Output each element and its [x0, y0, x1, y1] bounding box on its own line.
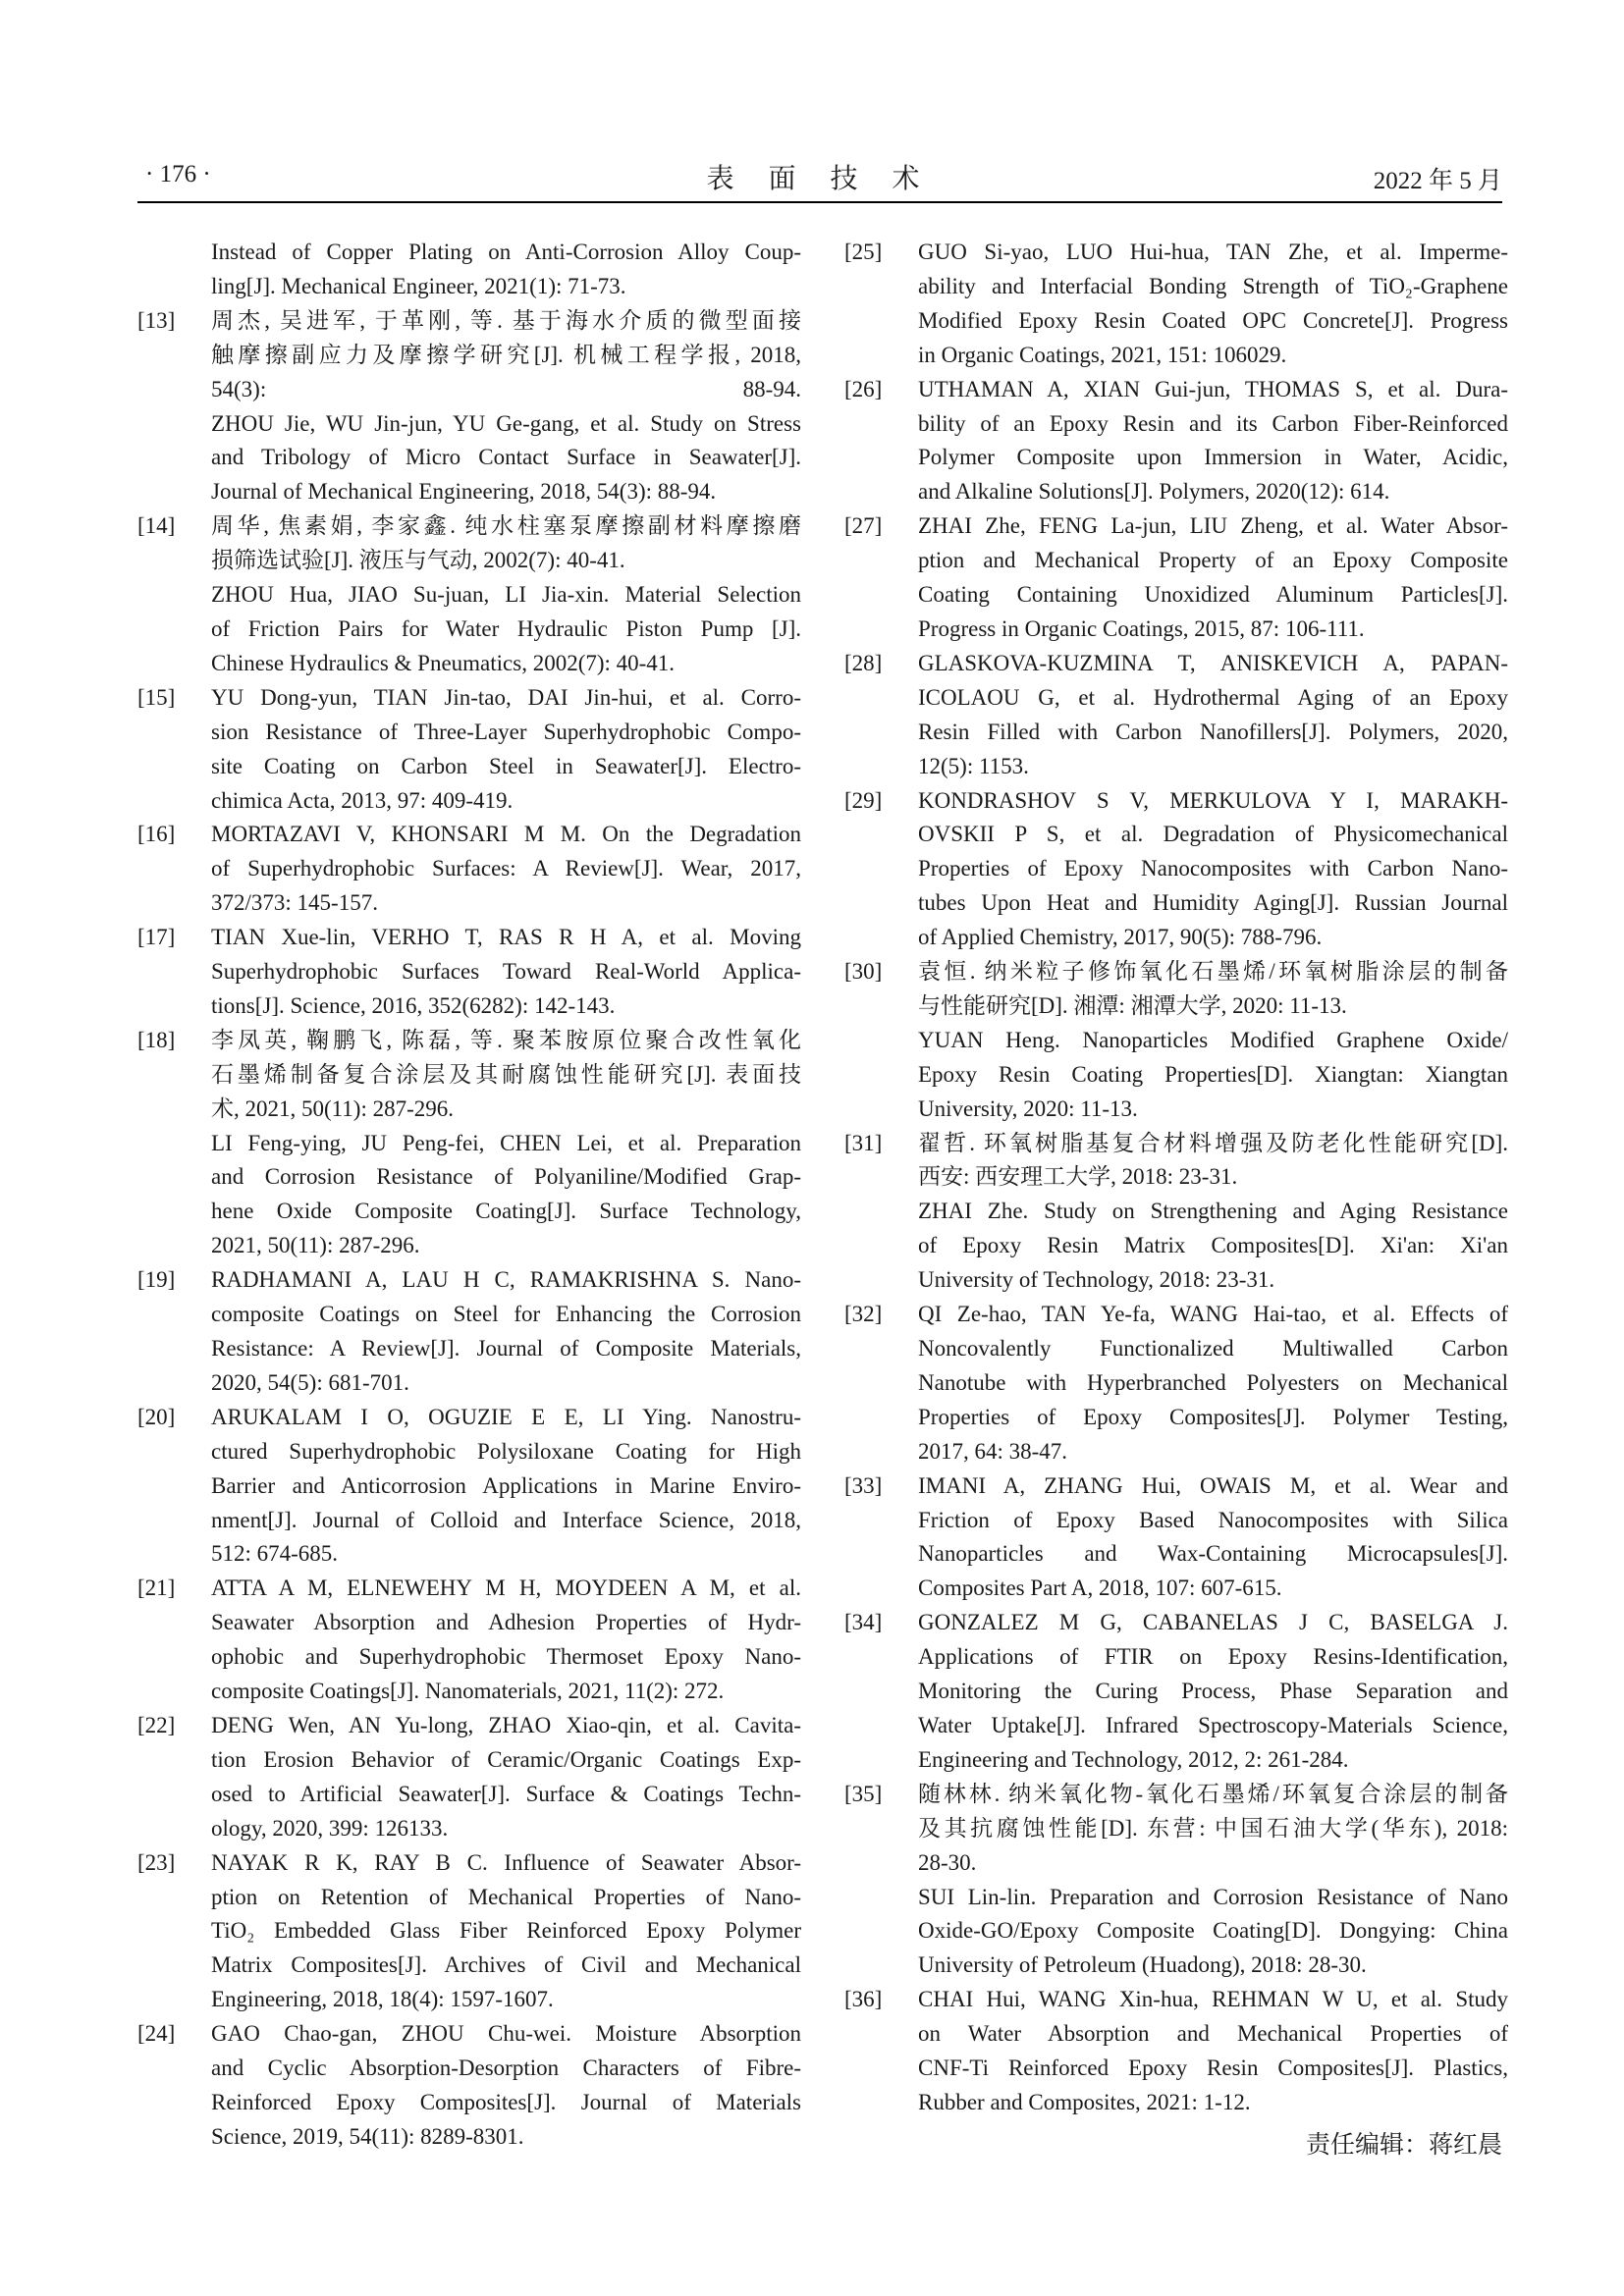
reference-number: [24]: [137, 2021, 176, 2047]
reference-number: [14]: [137, 513, 176, 539]
reference-line: and Corrosion Resistance of Polyaniline/Modified Grap-: [211, 1164, 801, 1190]
reference-line: YU Dong-yun, TIAN Jin-tao, DAI Jin-hui, et al. Corro-: [211, 684, 801, 710]
reference-line: ZHAI Zhe. Study on Strengthening and Aging Resistance: [918, 1199, 1508, 1224]
reference-number: [30]: [844, 959, 883, 985]
reference-line: YUAN Heng. Nanoparticles Modified Graphene Oxide/: [918, 1027, 1508, 1052]
reference-line: 袁恒. 纳米粒子修饰氧化石墨烯/环氧树脂涂层的制备: [918, 959, 1508, 985]
reference-line: Epoxy Resin Coating Properties[D]. Xiangtan: Xiangtan: [918, 1061, 1508, 1087]
reference-line: NAYAK R K, RAY B C. Influence of Seawater Absor-: [211, 1849, 801, 1875]
reference-line: Polymer Composite upon Immersion in Water, Acidic,: [918, 445, 1508, 470]
reference-line: site Coating on Carbon Steel in Seawater[J]. Electro-: [211, 753, 801, 778]
reference-line: CHAI Hui, WANG Xin-hua, REHMAN W U, et al. Study: [918, 1987, 1508, 2012]
reference-line: GUO Si-yao, LUO Hui-hua, TAN Zhe, et al. Imperme-: [918, 240, 1508, 264]
reference-line: Monitoring the Curing Process, Phase Separation and: [918, 1679, 1508, 1704]
reference-line: UTHAMAN A, XIAN Gui-jun, THOMAS S, et al. Dura-: [918, 376, 1508, 401]
reference-number: [35]: [844, 1781, 883, 1806]
reference-entry: [844, 1298, 1508, 1469]
reference-entry: [137, 681, 801, 819]
reference-entry: [137, 1709, 801, 1846]
reference-entry: [844, 1606, 1508, 1778]
reference-line: MORTAZAVI V, KHONSARI M M. On the Degradation: [211, 822, 801, 847]
header-rule: [137, 201, 1502, 203]
reference-line: and Tribology of Micro Contact Surface in Seawater[J].: [211, 445, 801, 470]
reference-line: ATTA A M, ELNEWEHY M H, MOYDEEN A M, et al.: [211, 1575, 801, 1601]
reference-line: Applications of FTIR on Epoxy Resins-Identification,: [918, 1644, 1508, 1670]
reference-number: [15]: [137, 684, 176, 710]
reference-line: ZHOU Jie, WU Jin-jun, YU Ge-gang, et al. Study on Stress: [211, 410, 801, 436]
reference-number: [21]: [137, 1575, 176, 1601]
reference-line: SUI Lin-lin. Preparation and Corrosion Resistance of Nano: [918, 1884, 1508, 1909]
reference-line: Progress in Organic Coatings, 2015, 87: 106-111.: [918, 615, 1365, 641]
reference-line: on Water Absorption and Mechanical Properties of: [918, 2021, 1508, 2047]
reference-line: Instead of Copper Plating on Anti-Corrosion Alloy Coup-: [211, 240, 801, 264]
reference-line: tubes Upon Heat and Humidity Aging[J]. Russian Journal: [918, 890, 1508, 916]
reference-entry: [137, 2017, 801, 2155]
reference-line: 周华, 焦素娟, 李家鑫. 纯水柱塞泵摩擦副材料摩擦磨: [211, 513, 801, 539]
reference-line: composite Coatings on Steel for Enhancing the Corrosion: [211, 1302, 801, 1327]
reference-line: Friction of Epoxy Based Nanocomposites with Silica: [918, 1507, 1508, 1532]
reference-line: 损筛选试验[J]. 液压与气动, 2002(7): 40-41.: [211, 548, 625, 573]
reference-line: 2017, 64: 38-47.: [918, 1438, 1068, 1464]
reference-line: Rubber and Composites, 2021: 1-12.: [918, 2089, 1251, 2114]
reference-line: 372/373: 145-157.: [211, 890, 378, 916]
reference-entry: [844, 784, 1508, 956]
reference-line: tions[J]. Science, 2016, 352(6282): 142-143.: [211, 992, 616, 1018]
reference-line: Oxide-GO/Epoxy Composite Coating[D]. Dongying: China: [918, 1918, 1508, 1944]
reference-number: [34]: [844, 1610, 883, 1635]
reference-line: OVSKII P S, et al. Degradation of Physicomechanical: [918, 822, 1508, 847]
reference-line: Properties of Epoxy Nanocomposites with Carbon Nano-: [918, 856, 1508, 881]
left-reference-column: [137, 236, 801, 2155]
reference-line: 2020, 54(5): 681-701.: [211, 1369, 409, 1395]
reference-line: and Cyclic Absorption-Desorption Characters of Fibre-: [211, 2056, 801, 2081]
reference-line: of Epoxy Resin Matrix Composites[D]. Xi'an: Xi'an: [918, 1233, 1508, 1258]
reference-line: osed to Artificial Seawater[J]. Surface & Coatings Techn-: [211, 1781, 801, 1806]
reference-line: TIAN Xue-lin, VERHO T, RAS R H A, et al. Moving: [211, 925, 801, 950]
reference-entry: [137, 509, 801, 681]
reference-entry: [844, 1127, 1508, 1299]
reference-number: [36]: [844, 1987, 883, 2012]
reference-line: University, 2020: 11-13.: [918, 1095, 1138, 1121]
reference-number: [16]: [137, 822, 176, 847]
reference-line: composite Coatings[J]. Nanomaterials, 2021, 11(2): 272.: [211, 1679, 725, 1704]
reference-line: 术, 2021, 50(11): 287-296.: [211, 1095, 455, 1121]
reference-line: tion Erosion Behavior of Ceramic/Organic Coatings Exp-: [211, 1746, 801, 1772]
reference-line: 12(5): 1153.: [918, 753, 1029, 778]
reference-line: 周杰, 吴进军, 于革刚, 等. 基于海水介质的微型面接: [211, 307, 801, 333]
reference-number: [17]: [137, 925, 176, 950]
reference-line: GONZALEZ M G, CABANELAS J C, BASELGA J.: [918, 1610, 1508, 1635]
reference-line: Coating Containing Unoxidized Aluminum Particles[J].: [918, 582, 1508, 608]
reference-line: 512: 674-685.: [211, 1541, 339, 1567]
reference-line: ARUKALAM I O, OGUZIE E E, LI Ying. Nanostru-: [211, 1404, 801, 1429]
reference-line: ophobic and Superhydrophobic Thermoset Epoxy Nano-: [211, 1644, 801, 1670]
reference-line: ctured Superhydrophobic Polysiloxane Coating for High: [211, 1438, 801, 1464]
reference-entry: [844, 373, 1508, 510]
reference-number: [25]: [844, 240, 883, 264]
reference-entry: [844, 1469, 1508, 1607]
reference-line: Barrier and Anticorrosion Applications in Marine Enviro-: [211, 1472, 801, 1498]
reference-number: [31]: [844, 1130, 883, 1155]
reference-number: [22]: [137, 1712, 176, 1737]
reference-line: CNF-Ti Reinforced Epoxy Resin Composites[J]. Plastics,: [918, 2056, 1508, 2081]
reference-entry: [844, 1778, 1508, 1983]
reference-line: sion Resistance of Three-Layer Superhydrophobic Compo-: [211, 719, 801, 744]
reference-number: [33]: [844, 1472, 883, 1498]
reference-line: Journal of Mechanical Engineering, 2018, 54(3): 88-94.: [211, 479, 717, 505]
reference-line: Resistance: A Review[J]. Journal of Composite Materials,: [211, 1336, 801, 1361]
page-number: · 176 ·: [145, 161, 211, 187]
reference-number: [32]: [844, 1302, 883, 1327]
reference-line: Composites Part A, 2018, 107: 607-615.: [918, 1575, 1282, 1601]
reference-number: [28]: [844, 650, 883, 675]
reference-number: [18]: [137, 1027, 176, 1052]
reference-line: QI Ze-hao, TAN Ye-fa, WANG Hai-tao, et al. Effects of: [918, 1302, 1508, 1327]
reference-line: 2021, 50(11): 287-296.: [211, 1233, 420, 1258]
reference-line: 随林林. 纳米氧化物-氧化石墨烯/环氧复合涂层的制备: [918, 1781, 1508, 1806]
reference-line: chimica Acta, 2013, 97: 409-419.: [211, 787, 514, 813]
reference-line: Engineering and Technology, 2012, 2: 261-284.: [918, 1746, 1349, 1772]
reference-line: Water Uptake[J]. Infrared Spectroscopy-Materials Science,: [918, 1712, 1508, 1737]
reference-line: bility of an Epoxy Resin and its Carbon Fiber-Reinforced: [918, 410, 1508, 436]
reference-entry: [844, 955, 1508, 1127]
reference-line: University of Technology, 2018: 23-31.: [918, 1267, 1275, 1293]
reference-line: ption and Mechanical Property of an Epoxy Composite: [918, 548, 1508, 573]
reference-line: ZHOU Hua, JIAO Su-juan, LI Jia-xin. Material Selection: [211, 582, 801, 608]
reference-number: [26]: [844, 376, 883, 401]
reference-line: 54(3): 88-94.: [211, 376, 801, 401]
reference-entry: [844, 647, 1508, 784]
reference-line: 李凤英, 鞠鹏飞, 陈磊, 等. 聚苯胺原位聚合改性氧化: [211, 1027, 801, 1052]
reference-line: GAO Chao-gan, ZHOU Chu-wei. Moisture Absorption: [211, 2021, 801, 2047]
reference-entry: [137, 1401, 801, 1573]
reference-entry: [844, 509, 1508, 647]
journal-title: 表 面 技 术: [706, 164, 934, 194]
reference-line: ZHAI Zhe, FENG La-jun, LIU Zheng, et al. Water Absor-: [918, 513, 1508, 539]
reference-entry: [844, 1983, 1508, 2120]
reference-line: Reinforced Epoxy Composites[J]. Journal of Materials: [211, 2089, 801, 2114]
responsible-editor: 责任编辑：蒋红晨: [1305, 2130, 1502, 2159]
reference-line: 石墨烯制备复合涂层及其耐腐蚀性能研究[J]. 表面技: [211, 1061, 801, 1087]
reference-line: and Alkaline Solutions[J]. Polymers, 2020(12): 614.: [918, 479, 1390, 505]
reference-line: ling[J]. Mechanical Engineer, 2021(1): 71-73.: [211, 273, 626, 298]
reference-entry: [137, 1263, 801, 1401]
reference-number: [19]: [137, 1267, 176, 1293]
reference-line: Superhydrophobic Surfaces Toward Real-World Applica-: [211, 959, 801, 985]
reference-line: ICOLAOU G, et al. Hydrothermal Aging of an Epoxy: [918, 684, 1508, 710]
reference-entry: [137, 1572, 801, 1709]
reference-line: Engineering, 2018, 18(4): 1597-1607.: [211, 1987, 554, 2012]
reference-line: TiO₂ Embedded Glass Fiber Reinforced Epoxy Polymer: [211, 1918, 801, 1944]
reference-line: 及其抗腐蚀性能[D]. 东营: 中国石油大学(华东), 2018:: [918, 1815, 1508, 1841]
reference-line: IMANI A, ZHANG Hui, OWAIS M, et al. Wear and: [918, 1472, 1508, 1498]
page-header: [137, 155, 1502, 198]
reference-line: hene Oxide Composite Coating[J]. Surface Technology,: [211, 1199, 801, 1224]
reference-line: ption on Retention of Mechanical Properties of Nano-: [211, 1884, 801, 1909]
reference-line: GLASKOVA-KUZMINA T, ANISKEVICH A, PAPAN-: [918, 650, 1508, 675]
reference-entry: [844, 236, 1508, 373]
reference-line: in Organic Coatings, 2021, 151: 106029.: [918, 342, 1287, 367]
reference-line: Nanoparticles and Wax-Containing Microcapsules[J].: [918, 1541, 1508, 1567]
reference-line: 触摩擦副应力及摩擦学研究[J]. 机械工程学报, 2018,: [211, 342, 801, 367]
reference-line: 西安: 西安理工大学, 2018: 23-31.: [918, 1164, 1238, 1190]
reference-line: Matrix Composites[J]. Archives of Civil and Mechanical: [211, 1952, 801, 1978]
reference-line: Chinese Hydraulics & Pneumatics, 2002(7): 40-41.: [211, 650, 676, 675]
reference-line: 与性能研究[D]. 湘潭: 湘潭大学, 2020: 11-13.: [918, 992, 1347, 1018]
reference-line: LI Feng-ying, JU Peng-fei, CHEN Lei, et al. Preparation: [211, 1130, 801, 1155]
reference-line: Seawater Absorption and Adhesion Properties of Hydr-: [211, 1610, 801, 1635]
reference-entry: [137, 818, 801, 921]
reference-entry: [137, 1024, 801, 1263]
reference-line: of Superhydrophobic Surfaces: A Review[J]. Wear, 2017,: [211, 856, 801, 881]
reference-line: DENG Wen, AN Yu-long, ZHAO Xiao-qin, et al. Cavita-: [211, 1712, 801, 1737]
reference-number: [27]: [844, 513, 883, 539]
reference-line: ability and Interfacial Bonding Strength of TiO₂-Graphene: [918, 273, 1508, 298]
reference-line: University of Petroleum (Huadong), 2018: 28-30.: [918, 1952, 1367, 1978]
reference-number: [23]: [137, 1849, 176, 1875]
reference-line: RADHAMANI A, LAU H C, RAMAKRISHNA S. Nano-: [211, 1267, 801, 1293]
reference-line: Properties of Epoxy Composites[J]. Polymer Testing,: [918, 1404, 1508, 1429]
reference-line: Modified Epoxy Resin Coated OPC Concrete[J]. Progress: [918, 307, 1508, 333]
reference-line: Science, 2019, 54(11): 8289-8301.: [211, 2123, 524, 2149]
reference-line: KONDRASHOV S V, MERKULOVA Y I, MARAKH-: [918, 787, 1508, 813]
reference-line: of Friction Pairs for Water Hydraulic Piston Pump [J].: [211, 615, 801, 641]
issue-date: 2022 年 5 月: [1373, 168, 1502, 194]
reference-line: 翟哲. 环氧树脂基复合材料增强及防老化性能研究[D].: [918, 1130, 1508, 1155]
reference-number: [13]: [137, 307, 176, 333]
reference-number: [20]: [137, 1404, 176, 1429]
reference-entry: [137, 921, 801, 1024]
reference-number: [29]: [844, 787, 883, 813]
reference-entry: [137, 304, 801, 509]
reference-line: Resin Filled with Carbon Nanofillers[J]. Polymers, 2020,: [918, 719, 1508, 744]
reference-line: Noncovalently Functionalized Multiwalled Carbon: [918, 1336, 1508, 1361]
reference-line: nment[J]. Journal of Colloid and Interface Science, 2018,: [211, 1507, 801, 1532]
reference-line: Nanotube with Hyperbranched Polyesters on Mechanical: [918, 1369, 1508, 1395]
reference-line: 28-30.: [918, 1849, 977, 1875]
reference-line: ology, 2020, 399: 126133.: [211, 1815, 449, 1841]
right-reference-column: [844, 236, 1508, 2120]
reference-line: of Applied Chemistry, 2017, 90(5): 788-796.: [918, 925, 1323, 950]
reference-entry: [137, 236, 801, 304]
reference-entry: [137, 1846, 801, 2018]
